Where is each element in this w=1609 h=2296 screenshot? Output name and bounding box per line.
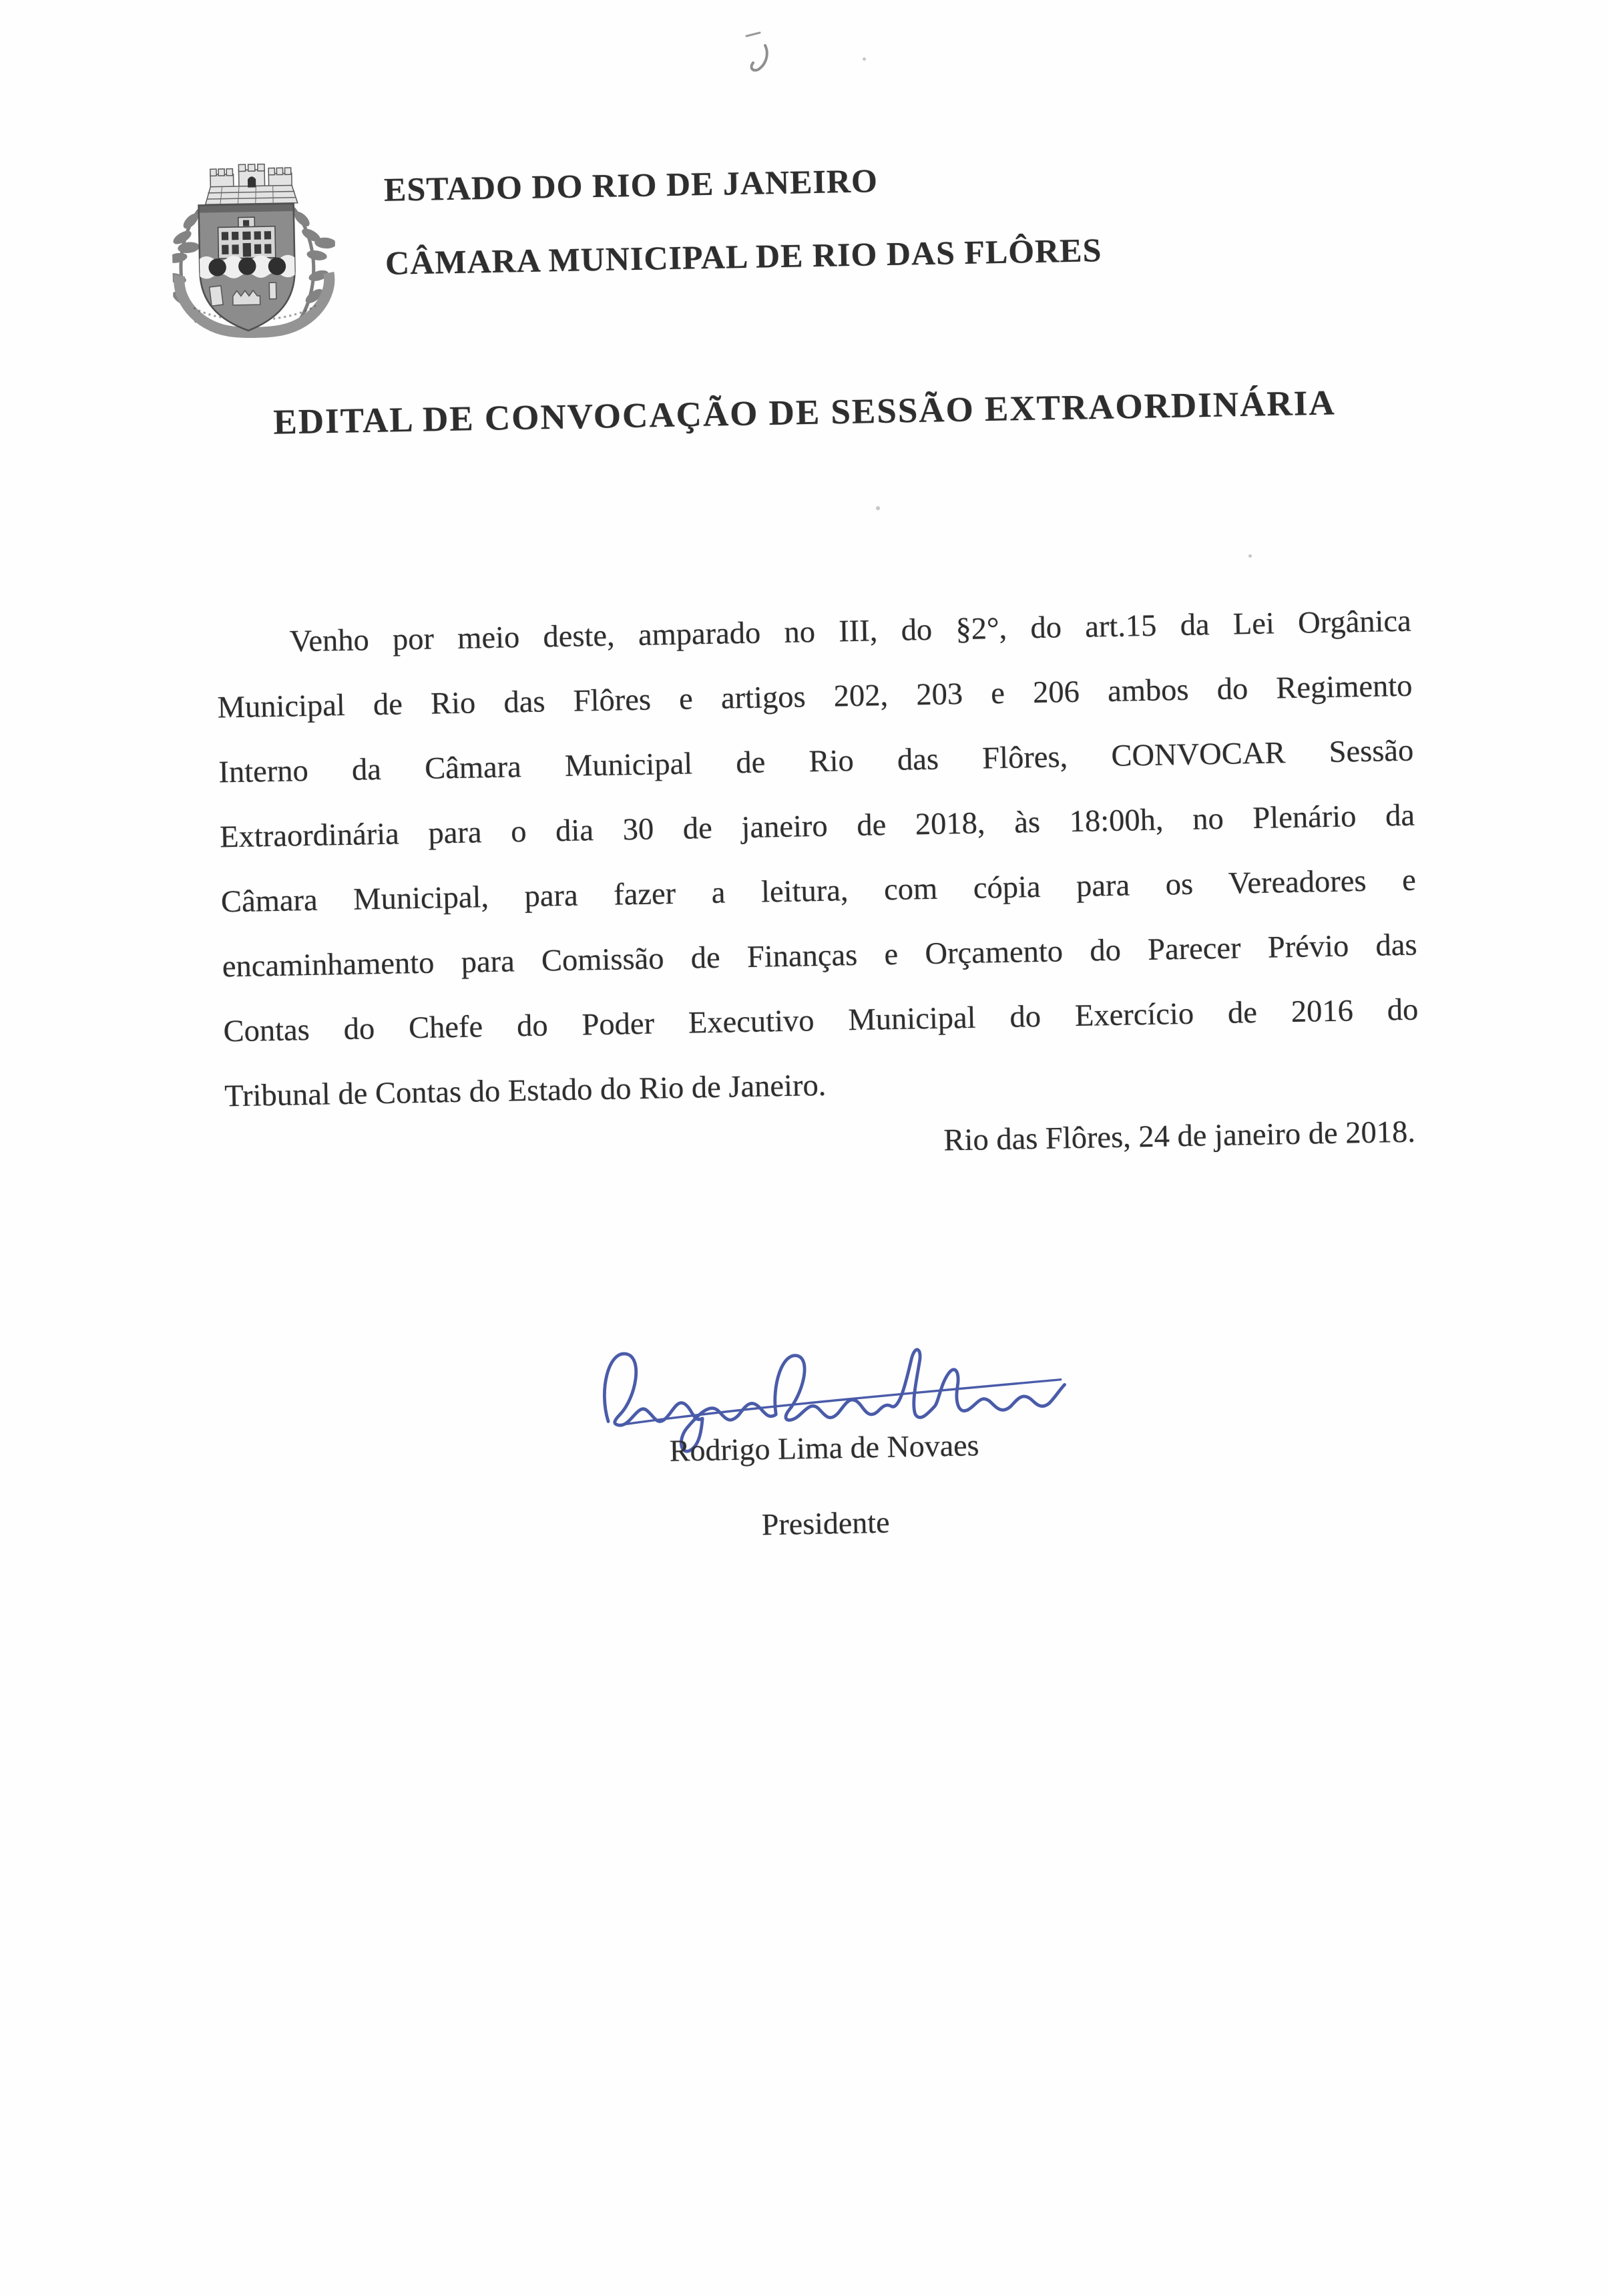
- document-title: EDITAL DE CONVOCAÇÃO DE SESSÃO EXTRAORDINÁRIA: [272, 383, 1337, 442]
- dateline: Rio das Flôres, 24 de janeiro de 2018.: [943, 1115, 1416, 1158]
- letterhead-state: ESTADO DO RIO DE JANEIRO: [383, 162, 879, 208]
- body-line: Interno da Câmara Municipal de Rio das Flôres, CONVOCAR Sessão: [218, 733, 1414, 790]
- body-line: Venho por meio deste, amparado no III, do §2°, do art.15 da Lei Orgânica: [289, 604, 1412, 659]
- body-line: Contas do Chefe do Poder Executivo Municipal do Exercício de 2016 do: [223, 992, 1419, 1049]
- letterhead-chamber: CÂMARA MUNICIPAL DE RIO DAS FLÔRES: [385, 231, 1102, 282]
- scan-speck: [1248, 554, 1252, 558]
- signature-block: [0, 1314, 1609, 1611]
- body-line: Tribunal de Contas do Estado do Rio de Janeiro.: [224, 1068, 827, 1114]
- coat-of-arms-icon: [171, 160, 337, 339]
- scan-speck: [863, 57, 866, 61]
- pen-mark-icon: [740, 31, 782, 79]
- body-line: encaminhamento para Comissão de Finanças e Orçamento do Parecer Prévio das: [222, 928, 1417, 984]
- body-paragraph: [216, 589, 1420, 1129]
- signatory-role: Presidente: [761, 1505, 890, 1542]
- body-line: Municipal de Rio das Flôres e artigos 202, 203 e 206 ambos do Regimento: [217, 668, 1413, 725]
- scan-speck: [876, 506, 880, 510]
- signatory-name: Rodrigo Lima de Novaes: [669, 1428, 979, 1468]
- body-line: Câmara Municipal, para fazer a leitura, com cópia para os Vereadores e: [220, 863, 1417, 920]
- letterhead: [384, 152, 1321, 284]
- body-line: Extraordinária para o dia 30 de janeiro de 2018, às 18:00h, no Plenário da: [219, 798, 1415, 855]
